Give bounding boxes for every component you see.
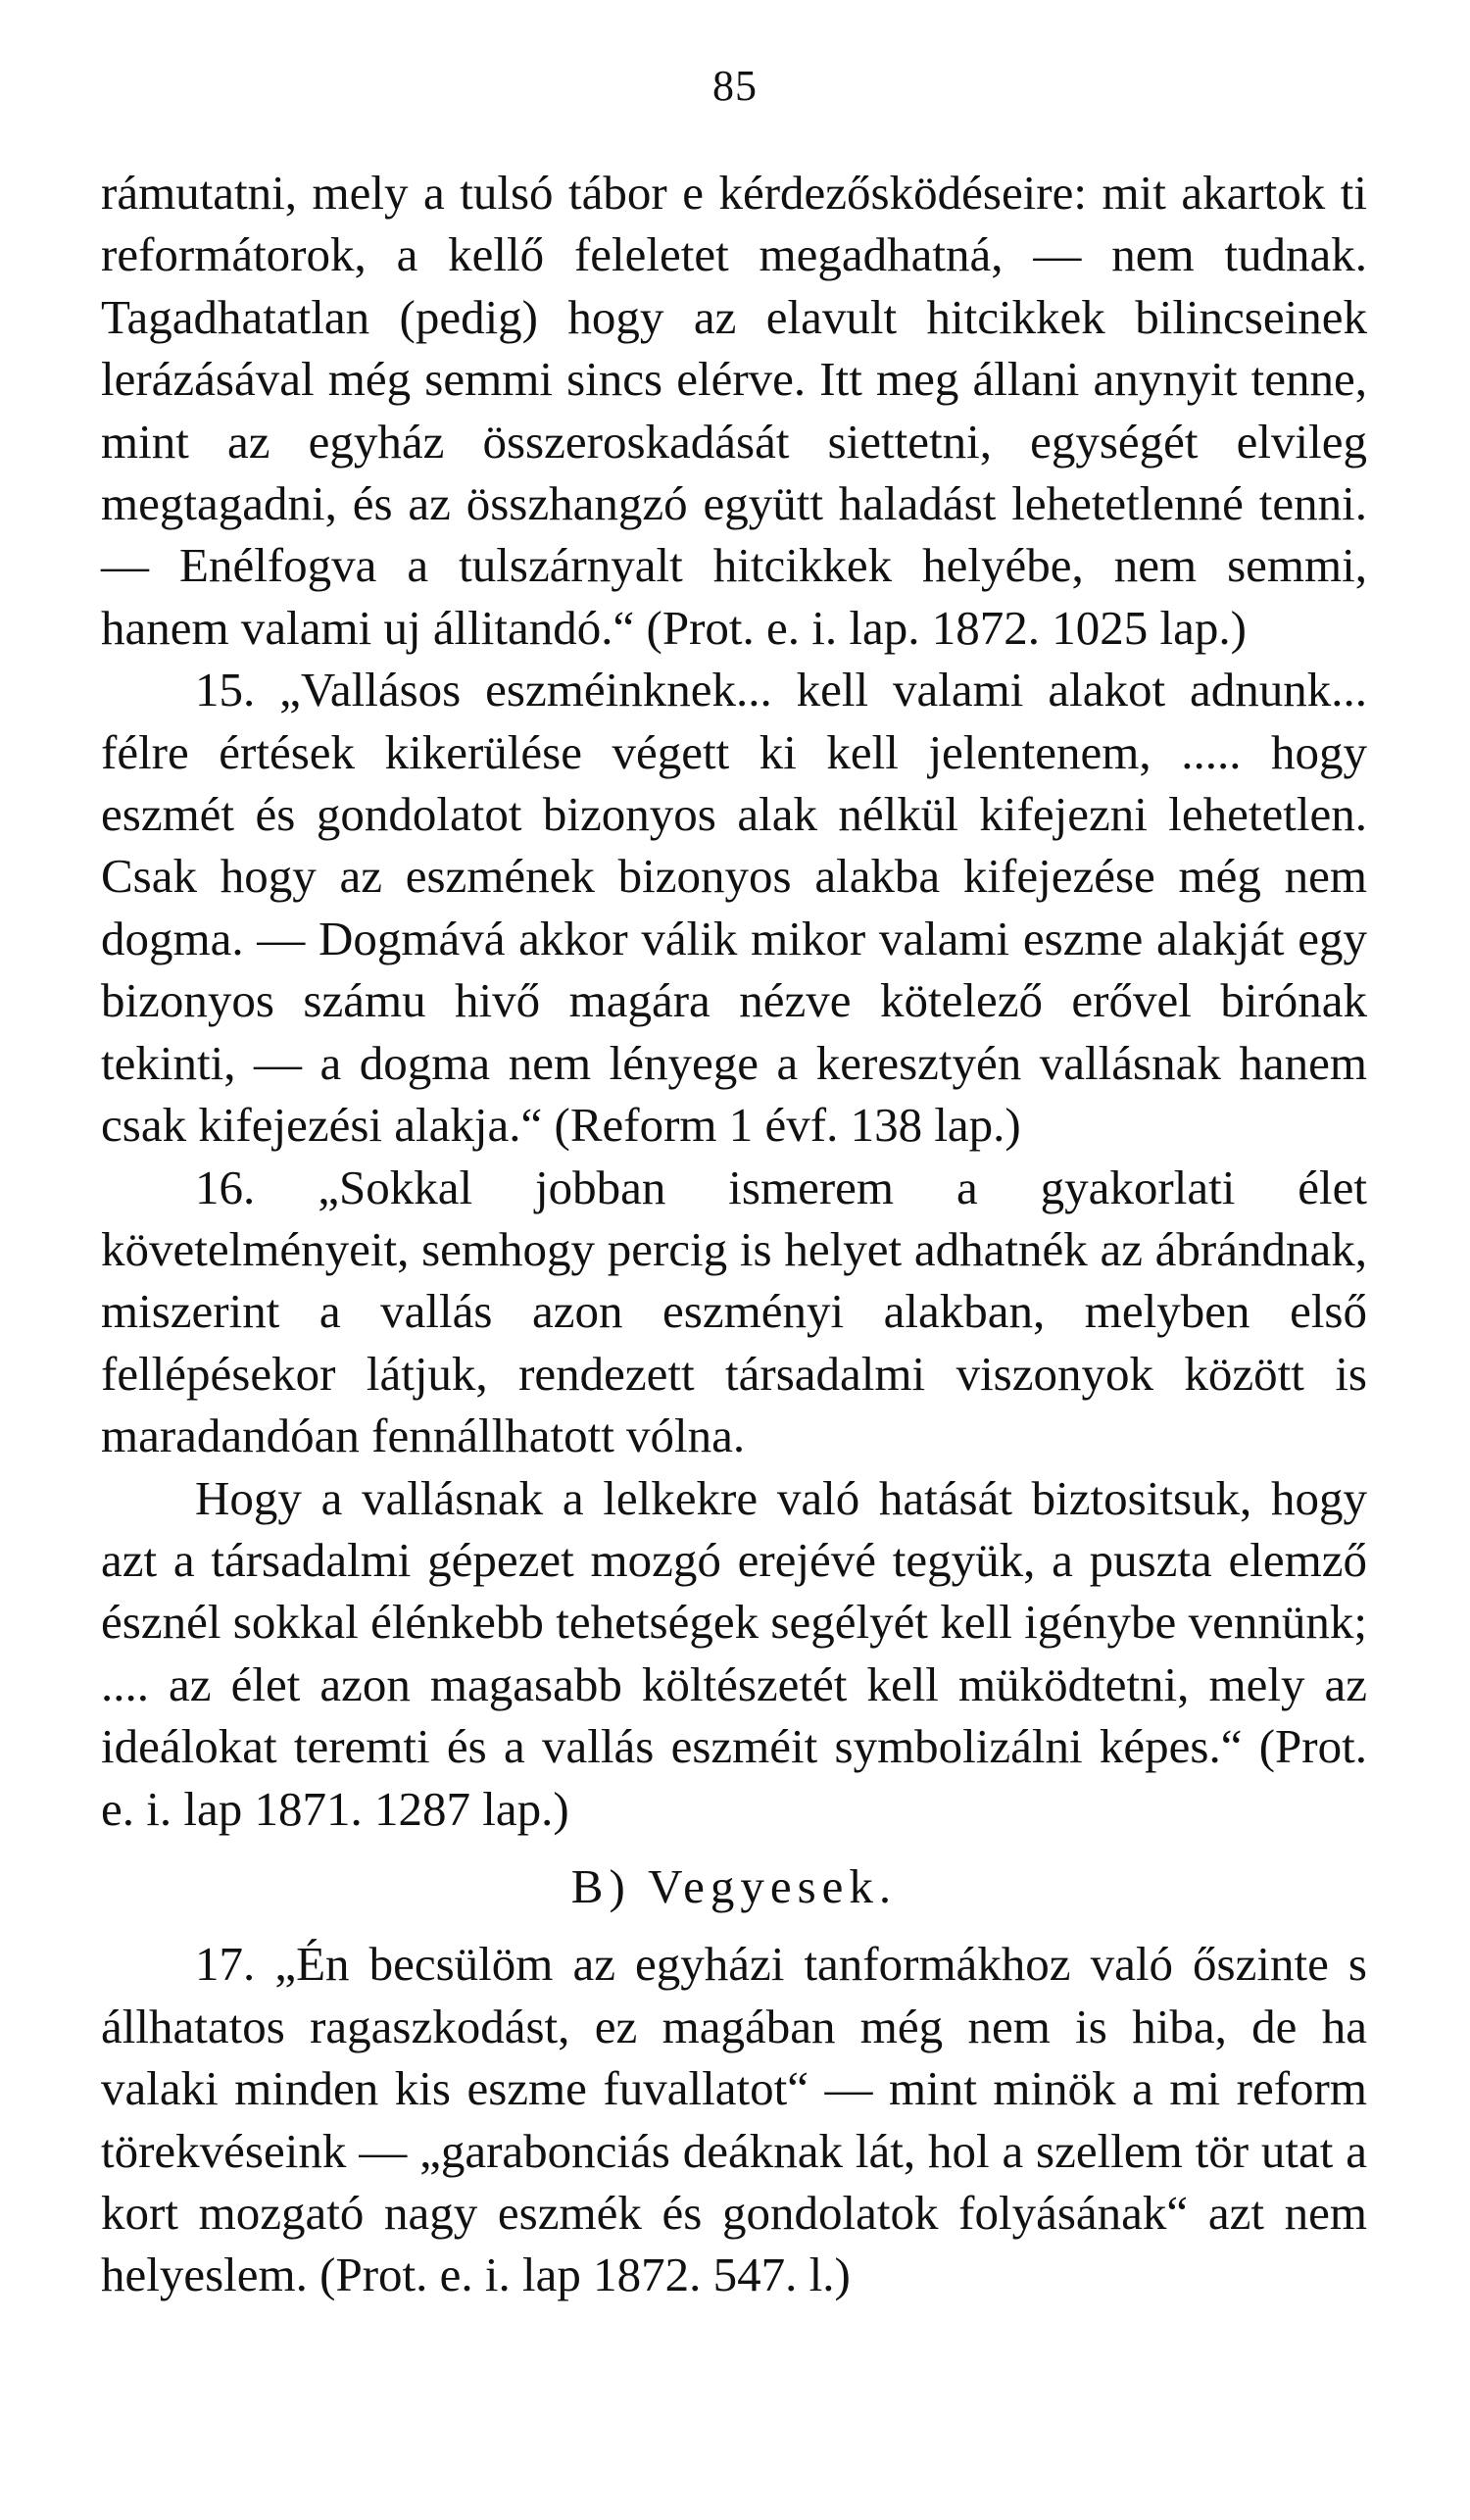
body-text xyxy=(101,162,1367,2306)
paragraph: rámutatni, mely a tulsó tábor e kérdezősködéseire: mit akartok ti reformátorok, a kellő feleletet megadhatná, — nem tudnak. Tagadhatatlan (pedig) hogy az elavult hitcikkek bilincseinek lerázásával még semmi sincs elérve. Itt meg állani anynyit tenne, mint az egyház összeroskadását siettetni, egységét elvileg megtagadni, és az összhangzó együtt haladást lehetetlenné tenni. — Enélfogva a tulszárnyalt hitcikkek helyébe, nem semmi, hanem valami uj állitandó.“ (Prot. e. i. lap. 1872. 1025 lap.) xyxy=(101,166,1367,655)
paragraph: 15. „Vallásos eszméinknek... kell valami alakot adnunk... félre értések kikerülése végett ki kell jelentenem, ..... hogy eszmét és gondolatot bizonyos alak nélkül kifejezni lehetetlen. Csak hogy az eszmének bizonyos alakba kifejezése még nem dogma. — Dogmává akkor válik mikor valami eszme alakját egy bizonyos számu hivő magára nézve kötelező erővel birónak tekinti, — a dogma nem lényege a keresztyén vallásnak hanem csak kifejezési alakja.“ (Reform 1 évf. 138 lap.) xyxy=(101,663,1367,1153)
section-heading: B) Vegyesek. xyxy=(570,1858,898,1913)
paragraph: 17. „Én becsülöm az egyházi tanformákhoz való őszinte s állhatatos ragaszkodást, ez magában még nem is hiba, de ha valaki minden kis eszme fuvallatot“ — mint minök a mi reform törekvéseink — „garabonciás deáknak lát, hol a szellem tör utat a kort mozgató nagy eszmék és gondolatok folyásának“ azt nem helyeslem. (Prot. e. i. lap 1872. 547. l.) xyxy=(101,1937,1367,2302)
page-number: 85 xyxy=(712,62,758,110)
paragraph: Hogy a vallásnak a lelkekre való hatását biztositsuk, hogy azt a társadalmi gépezet mozgó erejévé tegyük, a puszta elemző észnél sokkal élénkebb tehetségek segélyét kell igénybe vennünk; .... az élet azon magasabb költészetét kell müködtetni, mely az ideálokat teremti és a vallás eszméit symbolizálni képes.“ (Prot. e. i. lap 1871. 1287 lap.) xyxy=(101,1470,1367,1836)
paragraph: 16. „Sokkal jobban ismerem a gyakorlati élet követelményeit, semhogy percig is helyet adhatnék az ábrándnak, miszerint a vallás azon eszményi alakban, melyben első fellépésekor látjuk, rendezett társadalmi viszonyok között is maradandóan fennállhatott vólna. xyxy=(101,1160,1367,1463)
